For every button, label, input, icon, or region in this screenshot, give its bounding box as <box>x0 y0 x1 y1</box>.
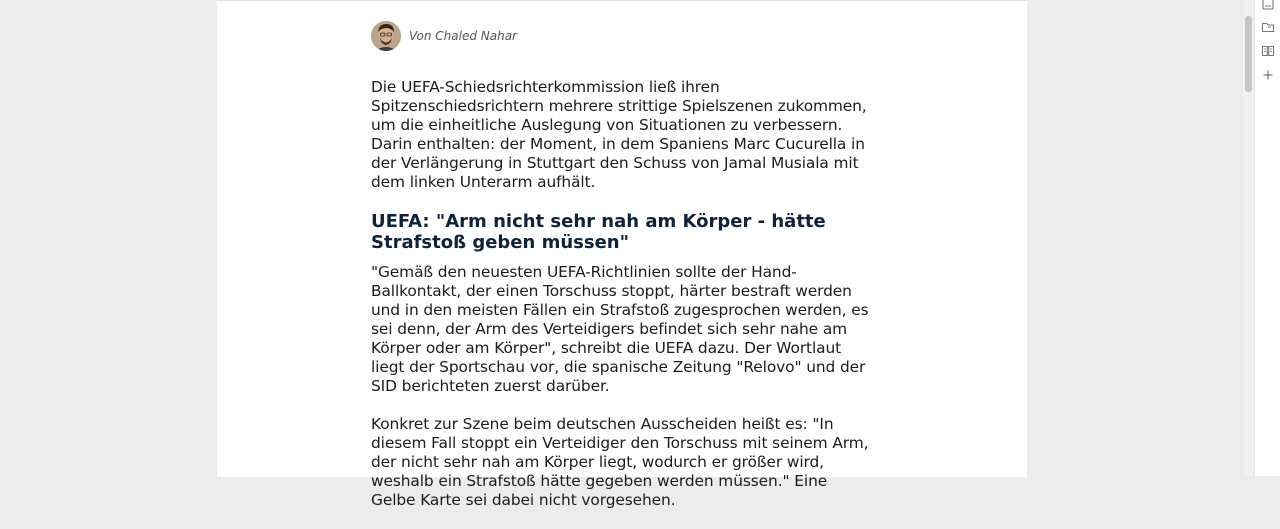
article-paragraph: "Gemäß den neuesten UEFA-Richtlinien sollte der Hand-Ballkontakt, der einen Torschuss stoppt, härter bestraft werden und in den meisten Fällen ein Strafstoß zugesprochen werden, es sei denn, der Arm des Verteidigers befindet sich sehr nahe am Körper oder am Körper", schreibt die UEFA dazu. Der Wortlaut liegt der Sportschau vor, die spanische Zeitung "Relovo" und der SID berichteten zuerst darüber. <box>371 263 869 395</box>
article-body <box>371 78 876 529</box>
folder-icon[interactable] <box>1261 19 1275 33</box>
author-avatar <box>371 21 401 51</box>
scrollbar-thumb[interactable] <box>1245 16 1252 92</box>
side-toolbar <box>1254 0 1280 476</box>
article-page <box>217 0 1027 509</box>
author-line <box>371 21 517 51</box>
add-icon[interactable] <box>1261 67 1275 81</box>
save-icon[interactable] <box>1261 0 1275 10</box>
article-subheading: UEFA: "Arm nicht sehr nah am Körper - hätte Strafstoß geben müssen" <box>371 211 826 253</box>
article-paragraph: Die UEFA-Schiedsrichterkommission ließ ihren Spitzenschiedsrichtern mehrere strittige Spielszenen zukommen, um die einheitliche Auslegung von Situationen zu verbessern. Darin enthalten: der Moment, in dem Spaniens Marc Cucurella in der Verlängerung in Stuttgart den Schuss von Jamal Musiala mit dem linken Unterarm aufhält. <box>371 78 867 191</box>
reader-icon[interactable] <box>1261 43 1275 57</box>
author-name[interactable]: Von Chaled Nahar <box>409 29 517 43</box>
vertical-scrollbar[interactable] <box>1243 0 1254 476</box>
article-paragraph: Konkret zur Szene beim deutschen Ausscheiden heißt es: "In diesem Fall stoppt ein Verteidiger den Torschuss mit seinem Arm, der nicht sehr nah am Körper liegt, wodurch er größer wird, weshalb ein Strafstoß hätte gegeben werden müssen." Eine Gelbe Karte sei dabei nicht vorgesehen. <box>371 415 869 509</box>
